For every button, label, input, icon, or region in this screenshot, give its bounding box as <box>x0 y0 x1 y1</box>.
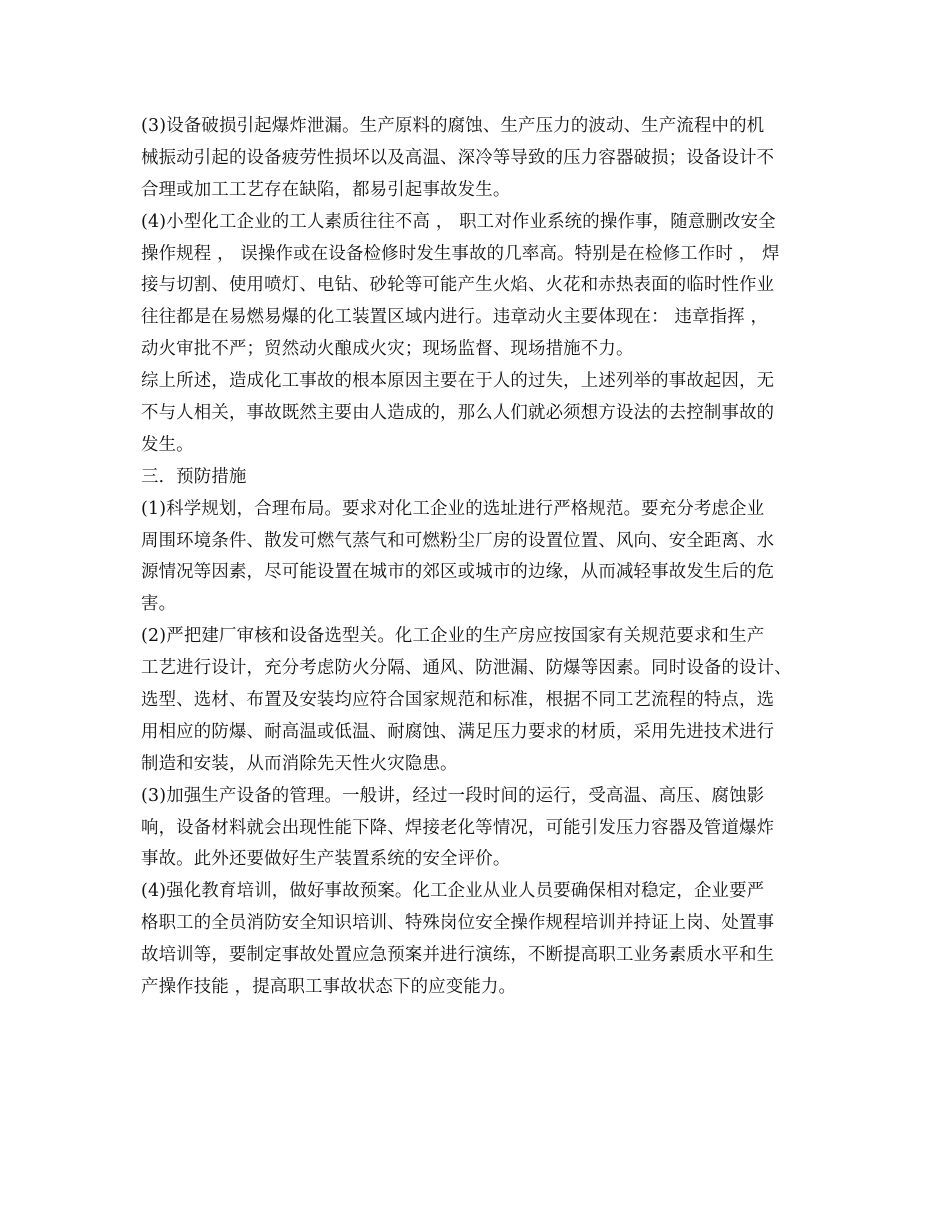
text-line: 源情况等因素，尽可能设置在城市的郊区或城市的边缘，从而减轻事故发生后的危 <box>141 562 775 583</box>
text-line: 响，设备材料就会出现性能下降、焊接老化等情况，可能引发压力容器及管道爆炸 <box>141 817 775 838</box>
text-line: 产操作技能 ，提高职工事故状态下的应变能力。 <box>141 977 517 998</box>
text-line: 动火审批不严；贸然动火酿成火灾；现场监督、现场措施不力。 <box>141 339 634 360</box>
text-line: 往往都是在易燃易爆的化工装置区域内进行。违章动火主要体现在： 违章指挥 ， <box>141 307 769 328</box>
paragraph-worker-quality <box>141 207 831 366</box>
text-line: 操作规程 ， 误操作或在设备检修时发生事故的几率高。特别是在检修工作时 ， 焊 <box>141 243 780 264</box>
text-line: 械振动引起的设备疲劳性损坏以及高温、深冷等导致的压力容器破损；设备设计不 <box>141 147 775 168</box>
section-heading-prevention <box>141 462 831 494</box>
text-line: (4)小型化工企业的工人素质往往不高 ， 职工对作业系统的操作事，随意删改安全 <box>141 211 776 232</box>
text-line: 制造和安装，从而消除先天性火灾隐患。 <box>141 753 458 774</box>
text-line: (4)强化教育培训，做好事故预案。化工企业从业人员要确保相对稳定，企业要严 <box>141 881 765 902</box>
text-line: 周围环境条件、散发可燃气蒸气和可燃粉尘厂房的设置位置、风向、安全距离、水 <box>141 530 775 551</box>
text-line: (3)设备破损引起爆炸泄漏。生产原料的腐蚀、生产压力的波动、生产流程中的机 <box>141 116 765 136</box>
text-line: 格职工的全员消防安全知识培训、特殊岗位安全操作规程培训并持证上岗、处置事 <box>141 913 775 934</box>
paragraph-equipment-management <box>141 781 831 877</box>
text-line: (3)加强生产设备的管理。一般讲，经过一段时间的运行，受高温、高压、腐蚀影 <box>141 785 765 806</box>
paragraph-plant-review <box>141 621 831 780</box>
paragraph-summary <box>141 366 831 462</box>
text-line: 综上所述，造成化工事故的根本原因主要在于人的过失，上述列举的事故起因，无 <box>141 371 775 392</box>
text-line: 接与切割、使用喷灯、电钻、砂轮等可能产生火焰、火花和赤热表面的临时性作业 <box>141 275 775 296</box>
text-line: 合理或加工工艺存在缺陷，都易引起事故发生。 <box>141 179 511 200</box>
paragraph-training <box>141 876 831 1004</box>
text-line: 不与人相关，事故既然主要由人造成的，那么人们就必须想方设法的去控制事故的 <box>141 403 775 424</box>
text-line: (1)科学规划，合理布局。要求对化工企业的选址进行严格规范。要充分考虑企业 <box>141 498 765 519</box>
text-line: 工艺进行设计，充分考虑防火分隔、通风、防泄漏、防爆等因素。同时设备的设计、 <box>141 658 792 679</box>
text-line: 发生。 <box>141 434 194 455</box>
text-line: 用相应的防爆、耐高温或低温、耐腐蚀、满足压力要求的材质，采用先进技术进行 <box>141 721 775 742</box>
text-line: 选型、选材、布置及安装均应符合国家规范和标准，根据不同工艺流程的特点，选 <box>141 690 775 711</box>
section-heading: 三．预防措施 <box>141 466 247 487</box>
text-line: (2)严把建厂审核和设备选型关。化工企业的生产房应按国家有关规范要求和生产 <box>141 626 765 647</box>
document-body <box>141 111 831 1004</box>
text-line: 故培训等，要制定事故处置应急预案并进行演练，不断提高职工业务素质水平和生 <box>141 945 775 966</box>
text-line: 事故。此外还要做好生产装置系统的安全评价。 <box>141 849 511 870</box>
paragraph-equipment-damage <box>141 111 831 207</box>
text-line: 害。 <box>141 594 177 615</box>
paragraph-planning <box>141 494 831 622</box>
